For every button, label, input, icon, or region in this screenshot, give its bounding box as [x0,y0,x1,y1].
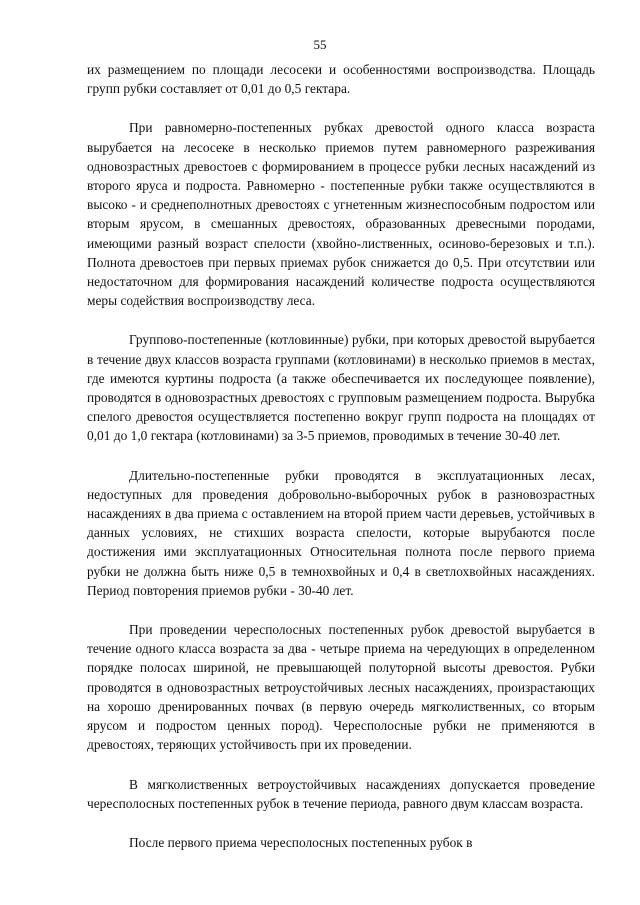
paragraph-softwood-stands: В мягколиственных ветроустойчивых насаждениях допускается проведение чересполосных постепенных рубок в течение периода, равного двум классам возраста. [87,776,595,811]
page-number: 55 [313,37,327,52]
document-body [87,60,595,852]
paragraph-long-gradual-felling: Длительно-постепенные рубки проводятся в эксплуатационных лесах, недоступных для проведения добровольно-выборочных рубок в разновозрастных насаждениях в два приема с оставлением на второй прием части деревьев, устойчивых в данных условиях, не стихших возраста спелости, которые вырубаются после достижения ими эксплуатационных Относительная полнота после первого приема рубки не должна быть ниже 0,5 в темнохвойных и 0,4 в светлохвойных насаждениях. Период повторения приемов рубки - 30-40 лет. [87,467,595,598]
paragraph-strip-gradual-felling: При проведении чересполосных постепенных рубок древостой вырубается в течение одного класса возраста за два - четыре приема на чередующих в определенном порядке полосах шириной, не превышающей полуторной высоты древостоя. Рубки проводятся в одновозрастных ветроустойчивых лесных насаждениях, произрастающих на хорошо дренированных почвах (в первую очередь мягколиственных, со вторым ярусом и подростом ценных пород). Чересполосные рубки не применяются в древостоях, теряющих устойчивость при их проведении. [87,622,595,753]
paragraph-after-first-stage: После первого приема чересполосных постепенных рубок в [129,834,473,850]
paragraph-continuation: их размещением по площади лесосеки и особенностями воспроизводства. Площадь групп рубки составляет от 0,01 до 0,5 гектара. [87,62,595,97]
paragraph-group-gradual-felling: Группово-постепенные (котловинные) рубки, при которых древостой вырубается в течение двух классов возраста группами (котловинами) в несколько приемов в местах, где имеются куртины подроста (а также обеспечивается их последующее появление), проводятся в одновозрастных древостоях с групповым размещением подроста. Вырубка спелого древостоя осуществляется постепенно вокруг групп подроста на площадях от 0,01 до 1,0 гектара (котловинами) за 3-5 приемов, проводимых в течение 30-40 лет. [87,332,595,444]
paragraph-uniform-gradual-felling: При равномерно-постепенных рубках древостой одного класса возраста вырубается на лесосеке в несколько приемов путем равномерного разреживания одновозрастных древостоев с формированием в процессе рубки лесных насаждений из второго яруса и подроста. Равномерно - постепенные рубки также осуществляются в высоко - и среднеполнотных древостоях с угнетенным жизнеспособным подростом или вторым ярусом, в смешанных древостоях, образованных древесными породами, имеющими разный возраст спелости (хвойно-лиственных, осиново-березовых и т.п.). Полнота древостоев при первых приемах рубок снижается до 0,5. При отсутствии или недостаточном для формирования насаждений количестве подроста осуществляются меры содействия воспроизводству леса. [87,120,595,309]
